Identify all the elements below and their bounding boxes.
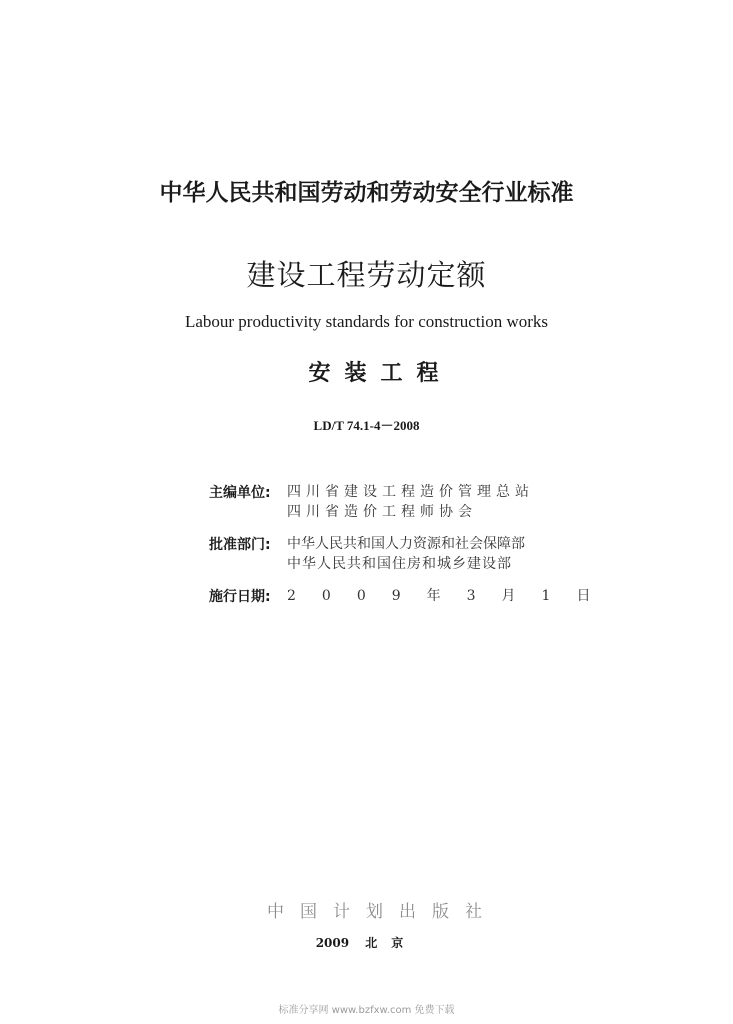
- approval-row: [209, 534, 549, 574]
- approval-dept-1: 中华人民共和国人力资源和社会保障部: [287, 536, 525, 552]
- editor-label: 主编单位:: [209, 485, 271, 501]
- effective-date-values: [287, 586, 616, 606]
- effective-date-label: 施行日期:: [209, 589, 271, 605]
- publication-info: [209, 482, 617, 618]
- section-title: 安装工程: [308, 361, 453, 386]
- editor-row: [209, 482, 549, 522]
- approval-label: 批准部门:: [209, 537, 271, 553]
- approval-values: [287, 534, 525, 574]
- publication-place-year: [0, 934, 733, 951]
- publication-year: 2009: [315, 936, 350, 950]
- editor-values: [287, 482, 534, 522]
- site-watermark: 标准分享网 www.bzfxw.com 免费下载: [278, 1005, 455, 1016]
- standard-type-title: 中华人民共和国劳动和劳动安全行业标准: [159, 180, 574, 206]
- document-title: 建设工程劳动定额: [246, 258, 487, 292]
- effective-date: 2009年3月1日: [287, 588, 617, 604]
- publisher-name: 中国计划出版社: [267, 902, 498, 922]
- editor-unit-2: 四川省造价工程师协会: [287, 504, 477, 520]
- effective-date-row: [209, 586, 617, 606]
- standard-code: LD/T 74.1-4－2008: [313, 418, 420, 433]
- editor-unit-1: 四川省建设工程造价管理总站: [287, 484, 534, 500]
- english-title: Labour productivity standards for construction works: [184, 312, 549, 331]
- publication-city: 北京: [365, 936, 418, 950]
- approval-dept-2: 中华人民共和国住房和城乡建设部: [287, 556, 512, 572]
